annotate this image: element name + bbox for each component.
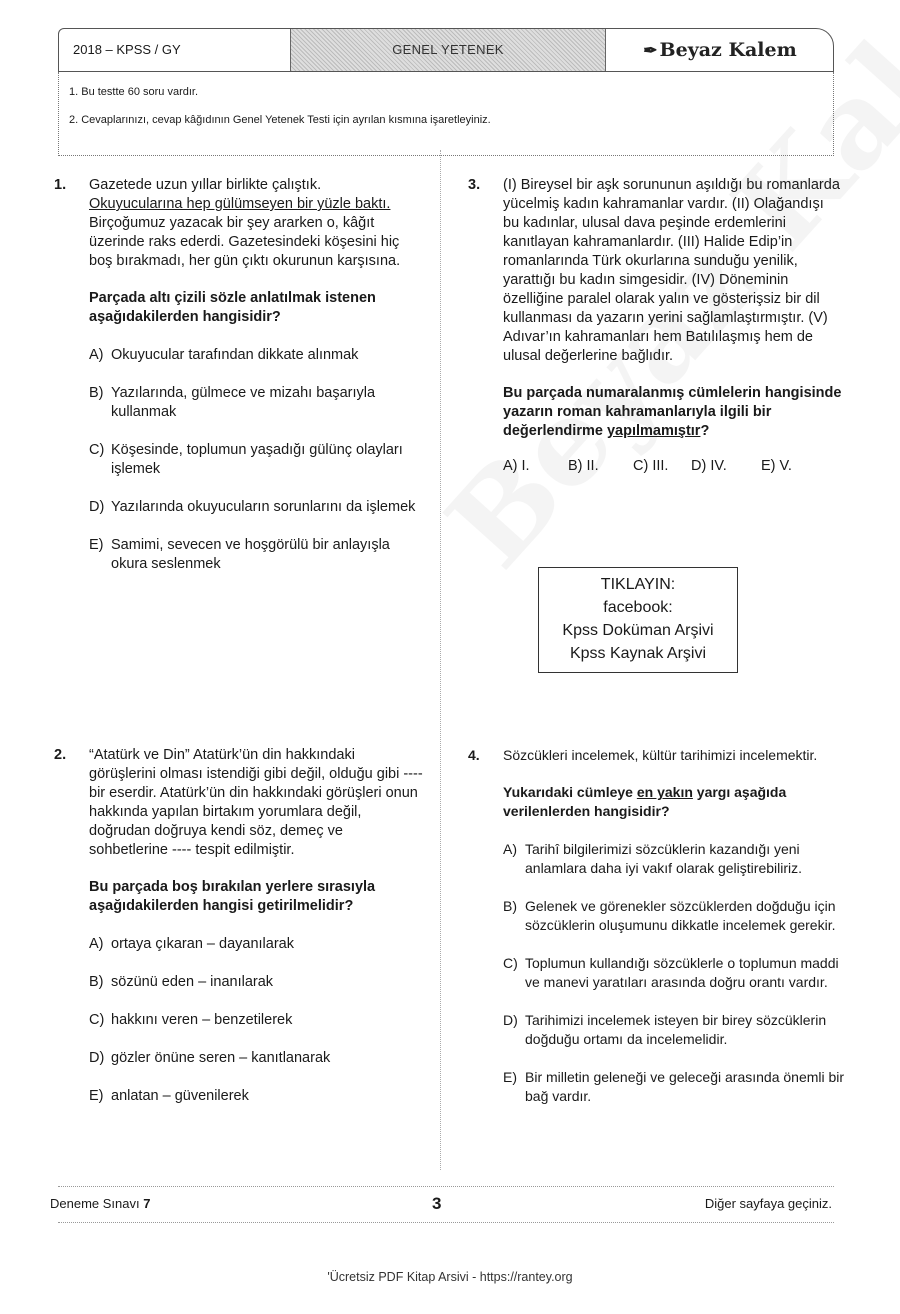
option-b[interactable]: B) Gelenek ve görenekler sözcüklerden doğduğu için sözcüklerin oluşumunu dikkatle incelemek gerekir. bbox=[503, 898, 836, 933]
page-number: 3 bbox=[432, 1194, 442, 1213]
option-a[interactable]: A) Tarihî bilgilerimizi sözcüklerin kazandığı yeni anlamlara daha iyi vakıf olarak geliştirebiliriz. bbox=[503, 841, 803, 876]
option-e[interactable]: E) Bir milletin geleneği ve geleceği arasında önemli bir bağ vardır. bbox=[503, 1069, 845, 1104]
option-a[interactable]: A) ortaya çıkaran – dayanılarak bbox=[89, 936, 294, 952]
promo-line: Kpss Doküman Arşivi bbox=[562, 622, 714, 639]
option-d[interactable]: D) gözler önüne seren – kanıtlanarak bbox=[89, 1050, 331, 1066]
footer-rule-top bbox=[58, 1186, 834, 1187]
credit-line: 'Ücretsiz PDF Kitap Arsivi - https://rantey.org bbox=[327, 1270, 573, 1284]
option-d[interactable]: D) Tarihimizi incelemek isteyen bir birey sözcüklerin doğduğu ortamı da incelemelidir. bbox=[503, 1012, 827, 1047]
exam-label: Deneme Sınavı 7 bbox=[50, 1196, 151, 1211]
promo-line: TIKLAYIN: bbox=[600, 576, 676, 593]
question-text: (I) Bireysel bir aşk sorununun aşıldığı bu romanlarda yücelmiş kadın kahramanlar vardır. (II) Olağandışı bu kadınlar, ulusal dava peşinde erdemlerini kanıtlayan kahramanlardır. (III) Halide Edip’in romanlarında Türk okurlarına sunduğu yenilik, yarattığı bu kadın simgesidir. (IV) Döneminin özelliğine paralel olarak yalın ve gösterişsiz bir dil kullanması da yazarın yerini sağlamlaştırmıştır. (V) Adıvar’ın kahramanları hem Batılılaşmış hem de ulusal değerlerine bağlıdır. bbox=[503, 177, 840, 364]
instruction-2: 2. Cevaplarınızı, cevap kâğıdının Genel Yetenek Testi için ayrılan kısmına işaretleyiniz. bbox=[69, 114, 491, 126]
option-b[interactable]: B) II. bbox=[568, 458, 599, 474]
page-header bbox=[58, 28, 834, 72]
question-stem: Parçada altı çizili sözle anlatılmak istenen aşağıdakilerden hangisidir? bbox=[89, 290, 376, 325]
option-d[interactable]: D) IV. bbox=[691, 458, 727, 474]
question-number: 3. bbox=[468, 177, 481, 193]
question-text: Gazetede uzun yıllar birlikte çalıştık. Okuyucularına hep gülümseyen bir yüzle baktı. Birçoğumuz yazacak bir şey ararken o, kâğıt üzerinde raks ederdi. Gazetesindeki köşesini hiç boş bırakmadı, her gün çıktı okurunun karşısına. bbox=[89, 177, 401, 269]
promo-line: Kpss Kaynak Arşivi bbox=[569, 645, 707, 662]
option-c[interactable]: C) Toplumun kullandığı sözcüklerle o toplumun maddi ve manevi yaratıları arasında doğru orantı vardır. bbox=[503, 955, 839, 990]
promo-line: facebook: bbox=[603, 599, 673, 616]
option-row bbox=[503, 457, 843, 476]
option-a[interactable]: A) I. bbox=[503, 458, 530, 474]
next-page-note: Diğer sayfaya geçiniz. bbox=[704, 1196, 832, 1211]
option-a[interactable]: A) Okuyucular tarafından dikkate alınmak bbox=[89, 347, 359, 363]
question-stem: Bu parçada numaralanmış cümlelerin hangisinde yazarın roman kahramanlarıyla ilgili bir değerlendirme yapılmamıştır? bbox=[503, 385, 842, 439]
promo-box[interactable] bbox=[538, 567, 738, 673]
question-text: “Atatürk ve Din” Atatürk’ün din hakkındaki görüşlerini olması istendiği gibi değil, olduğu gibi ---- bir eserdir. Atatürk’ün din hakkındaki görüşleri onun hakkında yapılan birtakım yorumlara değil, doğrudan doğruya kendi söz, demeç ve sohbetlerine ---- tespit edilmiştir. bbox=[89, 747, 423, 858]
footer-rule-bottom bbox=[58, 1222, 834, 1223]
option-e[interactable]: E) Samimi, sevecen ve hoşgörülü bir anlayışla okura seslenmek bbox=[89, 537, 390, 572]
question-stem: Yukarıdaki cümleye en yakın yargı aşağıda verilenlerden hangisidir? bbox=[503, 784, 787, 819]
section-title: GENEL YETENEK bbox=[291, 29, 605, 71]
instructions bbox=[58, 72, 834, 156]
column-divider bbox=[440, 150, 441, 1170]
option-c[interactable]: C) hakkını veren – benzetilerek bbox=[89, 1012, 293, 1028]
option-e[interactable]: E) V. bbox=[761, 458, 792, 474]
question-stem: Bu parçada boş bırakılan yerlere sırasıyla aşağıdakilerden hangisi getirilmelidir? bbox=[89, 879, 376, 914]
question-number: 2. bbox=[54, 747, 67, 763]
option-c[interactable]: C) Köşesinde, toplumun yaşadığı gülünç olayları işlemek bbox=[89, 442, 403, 477]
option-b[interactable]: B) sözünü eden – inanılarak bbox=[89, 974, 274, 990]
option-e[interactable]: E) anlatan – güvenilerek bbox=[89, 1088, 249, 1104]
brand-logo bbox=[605, 29, 834, 71]
instruction-1: 1. Bu testte 60 soru vardır. bbox=[69, 86, 199, 98]
exam-code: 2018 – KPSS / GY bbox=[59, 29, 291, 71]
question-text: Sözcükleri incelemek, kültür tarihimizi incelemektir. bbox=[503, 747, 818, 763]
option-b[interactable]: B) Yazılarında, gülmece ve mizahı başarıyla kullanmak bbox=[89, 385, 376, 420]
underlined-phrase: Okuyucularına hep gülümseyen bir yüzle baktı. bbox=[89, 196, 391, 212]
question-number: 1. bbox=[54, 177, 67, 193]
option-d[interactable]: D) Yazılarında okuyucuların sorunlarını da işlemek bbox=[89, 499, 416, 515]
question-number: 4. bbox=[468, 747, 480, 763]
quill-icon: ✒ bbox=[643, 41, 658, 61]
brand-name: Beyaz Kalem bbox=[659, 39, 797, 61]
option-c[interactable]: C) III. bbox=[633, 458, 669, 474]
